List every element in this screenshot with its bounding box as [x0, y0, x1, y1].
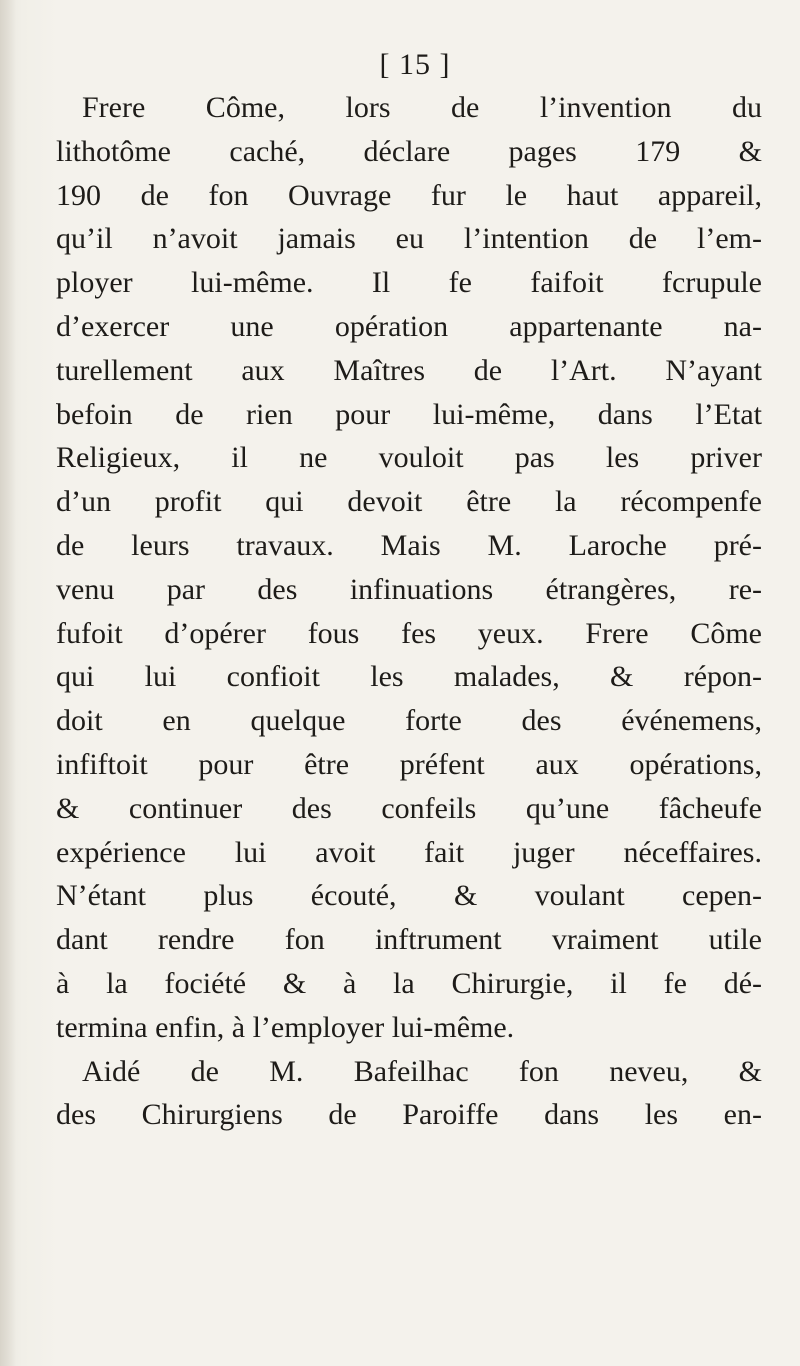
text-line: qu’il n’avoit jamais eu l’intention de l’em-: [56, 222, 762, 256]
text-line: qui lui confioit les malades, & répon-: [56, 660, 762, 694]
text-line: Frere Côme, lors de l’invention du: [82, 91, 762, 124]
text-line: N’étant plus écouté, & voulant cepen-: [56, 879, 762, 913]
text-line: des Chirurgiens de Paroiffe dans les en-: [56, 1098, 762, 1132]
text-line: venu par des infinuations étrangères, re-: [56, 572, 762, 606]
text-line: lithotôme caché, déclare pages 179 &: [56, 134, 762, 168]
text-line: turellement aux Maîtres de l’Art. N’ayant: [56, 353, 762, 387]
text-line: dant rendre fon inftrument vraiment utile: [56, 923, 762, 957]
text-line: befoin de rien pour lui-même, dans l’Etat: [56, 397, 762, 431]
body-text: [56, 86, 762, 1137]
text-line: expérience lui avoit fait juger néceffaires.: [56, 835, 762, 869]
text-line: doit en quelque forte des événemens,: [56, 704, 762, 738]
page-number-header: [ 15 ]: [379, 48, 451, 81]
text-line: infiftoit pour être préfent aux opérations,: [56, 747, 762, 781]
text-line: d’un profit qui devoit être la récompenfe: [56, 485, 762, 519]
text-line: Aidé de M. Bafeilhac fon neveu, &: [82, 1054, 762, 1088]
text-line: ployer lui-même. Il fe faifoit fcrupule: [56, 266, 762, 300]
text-line: fufoit d’opérer fous fes yeux. Frere Côme: [56, 616, 762, 650]
text-line: de leurs travaux. Mais M. Laroche pré-: [56, 528, 762, 562]
text-line: d’exercer une opération appartenante na-: [56, 309, 762, 343]
text-line: & continuer des confeils qu’une fâcheufe: [56, 791, 762, 825]
text-line: 190 de fon Ouvrage fur le haut appareil,: [56, 178, 762, 212]
text-line: à la fociété & à la Chirurgie, il fe dé-: [56, 966, 762, 1000]
text-line: termina enfin, à l’employer lui-même.: [56, 1010, 515, 1044]
text-line: Religieux, il ne vouloit pas les priver: [56, 441, 762, 475]
page-gutter: [0, 0, 16, 1366]
